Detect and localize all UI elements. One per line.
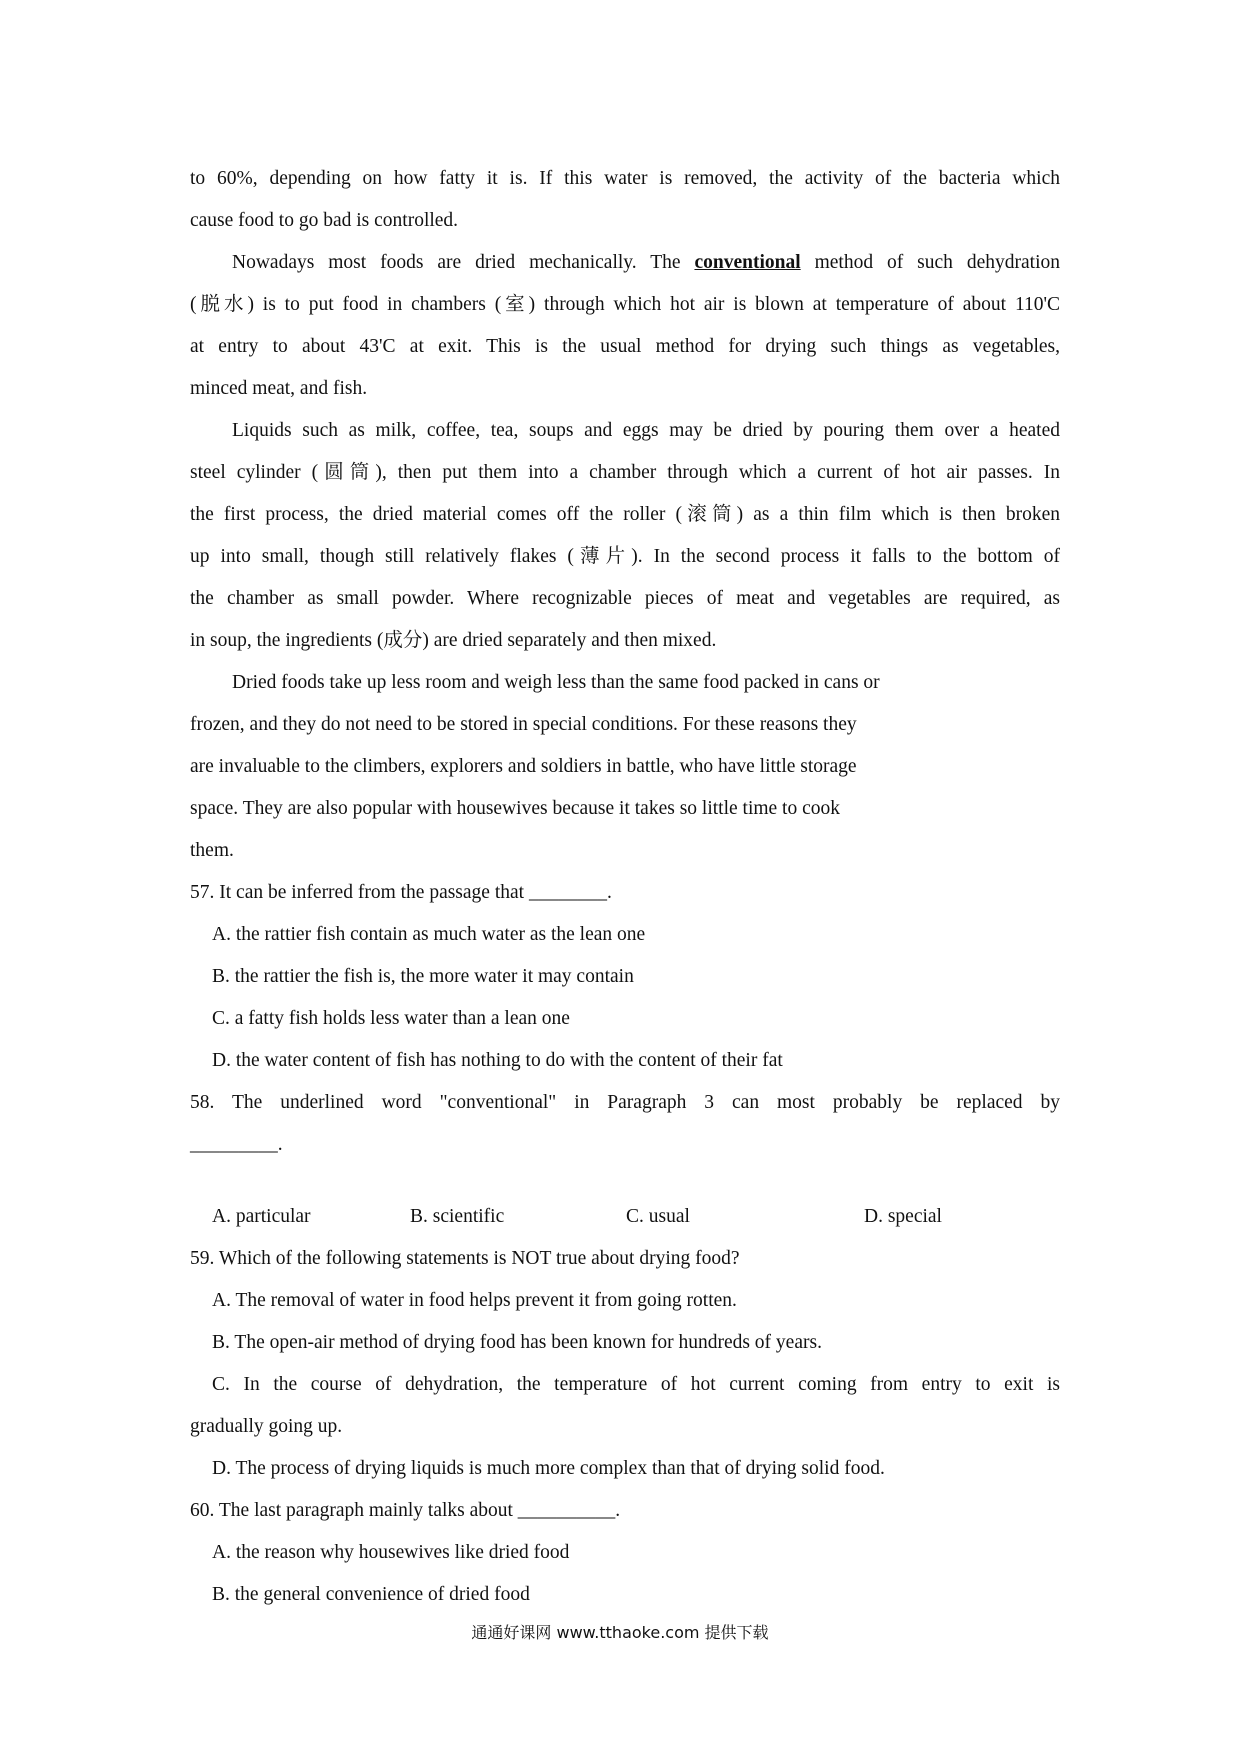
paragraph-1-line-1: to 60%, depending on how fatty it is. If this water is removed, the activity of the bacteria which — [190, 168, 1060, 189]
question-59-option-b: B. The open-air method of drying food has been known for hundreds of years. — [212, 1332, 822, 1353]
paragraph-3-line-4: up into small, though still relatively flakes (薄片). In the second process it falls to the bottom of — [190, 546, 1060, 567]
paragraph-4-line-1: Dried foods take up less room and weigh less than the same food packed in cans or — [232, 672, 880, 693]
paragraph-2-line-4: minced meat, and fish. — [190, 378, 368, 399]
question-57-option-c: C. a fatty fish holds less water than a lean one — [212, 1008, 570, 1029]
question-60-option-a: A. the reason why housewives like dried food — [212, 1542, 570, 1563]
paragraph-2-line-1 — [190, 242, 1060, 284]
paragraph-3-line-1: Liquids such as milk, coffee, tea, soups and eggs may be dried by pouring them over a heated — [232, 420, 1060, 441]
question-59-option-a: A. The removal of water in food helps prevent it from going rotten. — [212, 1290, 737, 1311]
question-60-option-b: B. the general convenience of dried food — [212, 1584, 530, 1605]
page-footer: 通通好课网 www.tthaoke.com 提供下载 — [471, 1623, 769, 1642]
question-58-options — [190, 1196, 1060, 1238]
paragraph-3-line-6: in soup, the ingredients (成分) are dried separately and then mixed. — [190, 630, 717, 651]
question-59-option-c-line-1: C. In the course of dehydration, the temperature of hot current coming from entry to exit is — [212, 1374, 1060, 1395]
paragraph-3-line-2: steel cylinder (圆筒), then put them into a chamber through which a current of hot air passes. In — [190, 462, 1060, 483]
paragraph-4-line-5: them. — [190, 840, 234, 861]
document-page — [190, 158, 1060, 1616]
question-58-option-b: B. scientific — [410, 1206, 505, 1227]
paragraph-1-line-2: cause food to go bad is controlled. — [190, 210, 459, 231]
paragraph-2-line-3: at entry to about 43'C at exit. This is the usual method for drying such things as vegetables, — [190, 336, 1060, 357]
question-58-option-a: A. particular — [212, 1206, 311, 1227]
question-58-option-c: C. usual — [626, 1206, 690, 1227]
underlined-word-conventional: conventional — [694, 252, 801, 273]
question-57-option-b: B. the rattier the fish is, the more water it may contain — [212, 966, 634, 987]
question-57-option-a: A. the rattier fish contain as much water as the lean one — [212, 924, 646, 945]
question-57-option-d: D. the water content of fish has nothing to do with the content of their fat — [212, 1050, 783, 1071]
paragraph-2-line-2: (脱水) is to put food in chambers (室) through which hot air is blown at temperature of about 110'C — [190, 294, 1060, 315]
question-58-line-1: 58. The underlined word "conventional" in Paragraph 3 can most probably be replaced by — [190, 1092, 1060, 1113]
spacer — [190, 1166, 1060, 1196]
paragraph-3-line-3: the first process, the dried material comes off the roller (滚筒) as a thin film which is then broken — [190, 504, 1060, 525]
question-58-line-2: _________. — [190, 1134, 283, 1155]
paragraph-4-line-2: frozen, and they do not need to be stored in special conditions. For these reasons they — [190, 714, 857, 735]
paragraph-3-line-5: the chamber as small powder. Where recognizable pieces of meat and vegetables are required, as — [190, 588, 1060, 609]
question-60: 60. The last paragraph mainly talks about __________. — [190, 1500, 621, 1521]
paragraph-2-text-b: method of such dehydration — [800, 252, 1060, 273]
question-57: 57. It can be inferred from the passage that ________. — [190, 882, 612, 903]
paragraph-4-line-4: space. They are also popular with housewives because it takes so little time to cook — [190, 798, 841, 819]
question-58-option-d: D. special — [864, 1206, 942, 1227]
question-59-option-d: D. The process of drying liquids is much more complex than that of drying solid food. — [212, 1458, 885, 1479]
paragraph-4-line-3: are invaluable to the climbers, explorers and soldiers in battle, who have little storage — [190, 756, 857, 777]
question-59: 59. Which of the following statements is NOT true about drying food? — [190, 1248, 740, 1269]
paragraph-2-text-a: Nowadays most foods are dried mechanically. The — [232, 252, 695, 273]
question-59-option-c-line-2: gradually going up. — [190, 1416, 343, 1437]
